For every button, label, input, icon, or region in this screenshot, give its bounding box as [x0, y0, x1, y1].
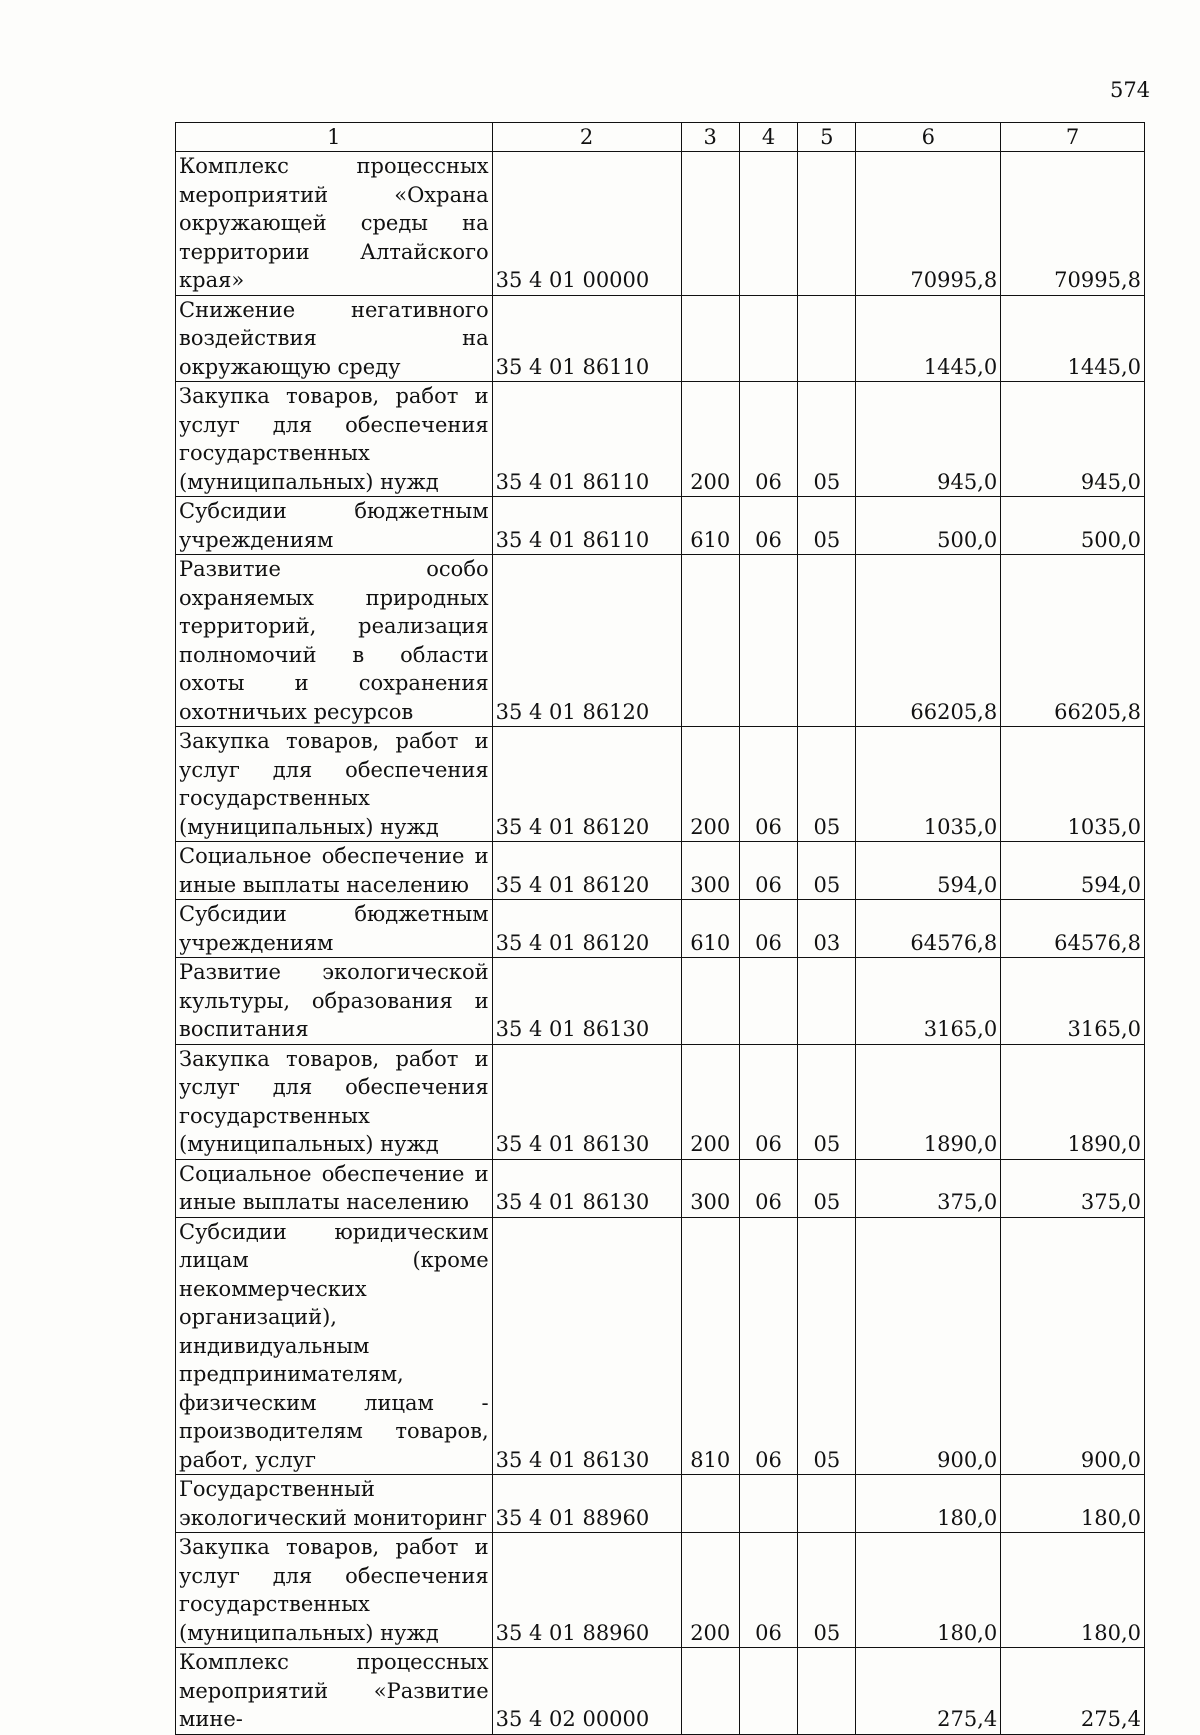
row-amount-cell: 945,0: [1001, 382, 1145, 497]
header-row: [176, 123, 1145, 152]
row-section-cell: 06: [739, 1217, 797, 1475]
table-row: [176, 1044, 1145, 1159]
row-amount-cell: 1445,0: [856, 295, 1001, 382]
row-subsection-cell: [798, 555, 856, 727]
row-subsection-cell: 05: [798, 1159, 856, 1217]
row-name-cell: Субсидии бюджетным учреждениям: [176, 497, 493, 555]
row-code-cell: 35 4 01 86120: [492, 727, 681, 842]
row-type-cell: 810: [681, 1217, 739, 1475]
row-type-cell: 300: [681, 842, 739, 900]
row-amount-cell: 945,0: [856, 382, 1001, 497]
table-row: [176, 958, 1145, 1045]
table-row: [176, 152, 1145, 296]
row-amount-cell: 375,0: [1001, 1159, 1145, 1217]
row-code-cell: 35 4 01 86130: [492, 958, 681, 1045]
row-amount-cell: 66205,8: [856, 555, 1001, 727]
row-subsection-cell: 05: [798, 1044, 856, 1159]
row-subsection-cell: 05: [798, 1533, 856, 1648]
row-code-cell: 35 4 01 86120: [492, 842, 681, 900]
row-subsection-cell: 05: [798, 1217, 856, 1475]
table-row: [176, 497, 1145, 555]
row-section-cell: 06: [739, 1533, 797, 1648]
table-row: [176, 1159, 1145, 1217]
row-name-cell: Социальное обеспечение и иные выплаты населению: [176, 1159, 493, 1217]
row-section-cell: 06: [739, 727, 797, 842]
row-code-cell: 35 4 01 86110: [492, 382, 681, 497]
table-row: [176, 900, 1145, 958]
row-name-cell: Субсидии бюджетным учреждениям: [176, 900, 493, 958]
table-row: [176, 727, 1145, 842]
row-amount-cell: 375,0: [856, 1159, 1001, 1217]
row-section-cell: 06: [739, 382, 797, 497]
row-type-cell: [681, 555, 739, 727]
row-section-cell: 06: [739, 842, 797, 900]
row-section-cell: [739, 1475, 797, 1533]
row-amount-cell: 70995,8: [1001, 152, 1145, 296]
table-row: [176, 295, 1145, 382]
row-name-cell: Снижение негативного воздействия на окружающую среду: [176, 295, 493, 382]
row-section-cell: 06: [739, 1159, 797, 1217]
row-amount-cell: 1035,0: [856, 727, 1001, 842]
header-cell: 6: [856, 123, 1001, 152]
row-name-cell: Развитие экологической культуры, образования и воспитания: [176, 958, 493, 1045]
row-type-cell: [681, 1648, 739, 1735]
table-row: [176, 1533, 1145, 1648]
header-cell: 4: [739, 123, 797, 152]
row-amount-cell: 275,4: [856, 1648, 1001, 1735]
row-section-cell: [739, 1648, 797, 1735]
row-subsection-cell: 05: [798, 727, 856, 842]
row-amount-cell: 70995,8: [856, 152, 1001, 296]
row-name-cell: Закупка товаров, работ и услуг для обеспечения государственных (муниципальных) нужд: [176, 727, 493, 842]
budget-table: [175, 122, 1145, 1735]
row-amount-cell: 180,0: [1001, 1475, 1145, 1533]
header-cell: 7: [1001, 123, 1145, 152]
row-section-cell: [739, 555, 797, 727]
row-type-cell: 300: [681, 1159, 739, 1217]
row-type-cell: 200: [681, 382, 739, 497]
row-type-cell: [681, 1475, 739, 1533]
table-row: [176, 1475, 1145, 1533]
row-code-cell: 35 4 01 00000: [492, 152, 681, 296]
row-amount-cell: 900,0: [1001, 1217, 1145, 1475]
row-type-cell: [681, 152, 739, 296]
row-amount-cell: 500,0: [1001, 497, 1145, 555]
page-number: 574: [1110, 78, 1151, 102]
table-row: [176, 555, 1145, 727]
row-type-cell: 200: [681, 727, 739, 842]
row-name-cell: Развитие особо охраняемых природных территорий, реализация полномочий в области охоты и сохранения охотничьих ресурсов: [176, 555, 493, 727]
row-code-cell: 35 4 01 86120: [492, 555, 681, 727]
row-subsection-cell: 05: [798, 382, 856, 497]
row-amount-cell: 1890,0: [1001, 1044, 1145, 1159]
row-amount-cell: 180,0: [856, 1533, 1001, 1648]
row-subsection-cell: [798, 152, 856, 296]
row-section-cell: 06: [739, 497, 797, 555]
row-subsection-cell: 05: [798, 842, 856, 900]
row-amount-cell: 3165,0: [1001, 958, 1145, 1045]
row-type-cell: 610: [681, 497, 739, 555]
row-subsection-cell: 03: [798, 900, 856, 958]
row-subsection-cell: [798, 1648, 856, 1735]
row-section-cell: [739, 958, 797, 1045]
row-code-cell: 35 4 01 88960: [492, 1475, 681, 1533]
row-type-cell: 610: [681, 900, 739, 958]
row-amount-cell: 180,0: [1001, 1533, 1145, 1648]
table-row: [176, 1217, 1145, 1475]
row-amount-cell: 3165,0: [856, 958, 1001, 1045]
row-type-cell: 200: [681, 1533, 739, 1648]
row-section-cell: [739, 152, 797, 296]
row-subsection-cell: [798, 958, 856, 1045]
row-amount-cell: 1445,0: [1001, 295, 1145, 382]
row-name-cell: Субсидии юридическим лицам (кроме некоммерческих организаций), индивидуальным предпринимателям, физическим лицам - производителям товаров, работ, услуг: [176, 1217, 493, 1475]
header-cell: 5: [798, 123, 856, 152]
row-section-cell: 06: [739, 1044, 797, 1159]
row-amount-cell: 594,0: [856, 842, 1001, 900]
row-subsection-cell: 05: [798, 497, 856, 555]
row-subsection-cell: [798, 1475, 856, 1533]
row-amount-cell: 64576,8: [856, 900, 1001, 958]
row-amount-cell: 1035,0: [1001, 727, 1145, 842]
row-code-cell: 35 4 01 86130: [492, 1217, 681, 1475]
table-row: [176, 842, 1145, 900]
row-code-cell: 35 4 01 86130: [492, 1044, 681, 1159]
header-cell: 2: [492, 123, 681, 152]
row-name-cell: Государственный экологический мониторинг: [176, 1475, 493, 1533]
row-amount-cell: 180,0: [856, 1475, 1001, 1533]
row-amount-cell: 275,4: [1001, 1648, 1145, 1735]
row-amount-cell: 900,0: [856, 1217, 1001, 1475]
row-amount-cell: 594,0: [1001, 842, 1145, 900]
row-section-cell: [739, 295, 797, 382]
row-amount-cell: 64576,8: [1001, 900, 1145, 958]
row-code-cell: 35 4 01 86110: [492, 295, 681, 382]
row-type-cell: [681, 958, 739, 1045]
row-code-cell: 35 4 01 86130: [492, 1159, 681, 1217]
table-row: [176, 1648, 1145, 1735]
row-code-cell: 35 4 01 88960: [492, 1533, 681, 1648]
row-name-cell: Закупка товаров, работ и услуг для обеспечения государственных (муниципальных) нужд: [176, 1044, 493, 1159]
table-row: [176, 382, 1145, 497]
row-type-cell: 200: [681, 1044, 739, 1159]
header-cell: 1: [176, 123, 493, 152]
row-amount-cell: 66205,8: [1001, 555, 1145, 727]
row-name-cell: Комплекс процессных мероприятий «Развитие мине-: [176, 1648, 493, 1735]
row-type-cell: [681, 295, 739, 382]
row-name-cell: Закупка товаров, работ и услуг для обеспечения государственных (муниципальных) нужд: [176, 382, 493, 497]
row-code-cell: 35 4 01 86120: [492, 900, 681, 958]
row-amount-cell: 1890,0: [856, 1044, 1001, 1159]
row-section-cell: 06: [739, 900, 797, 958]
header-cell: 3: [681, 123, 739, 152]
row-name-cell: Социальное обеспечение и иные выплаты населению: [176, 842, 493, 900]
row-code-cell: 35 4 02 00000: [492, 1648, 681, 1735]
row-name-cell: Комплекс процессных мероприятий «Охрана окружающей среды на территории Алтайского края»: [176, 152, 493, 296]
row-subsection-cell: [798, 295, 856, 382]
row-amount-cell: 500,0: [856, 497, 1001, 555]
row-name-cell: Закупка товаров, работ и услуг для обеспечения государственных (муниципальных) нужд: [176, 1533, 493, 1648]
row-code-cell: 35 4 01 86110: [492, 497, 681, 555]
